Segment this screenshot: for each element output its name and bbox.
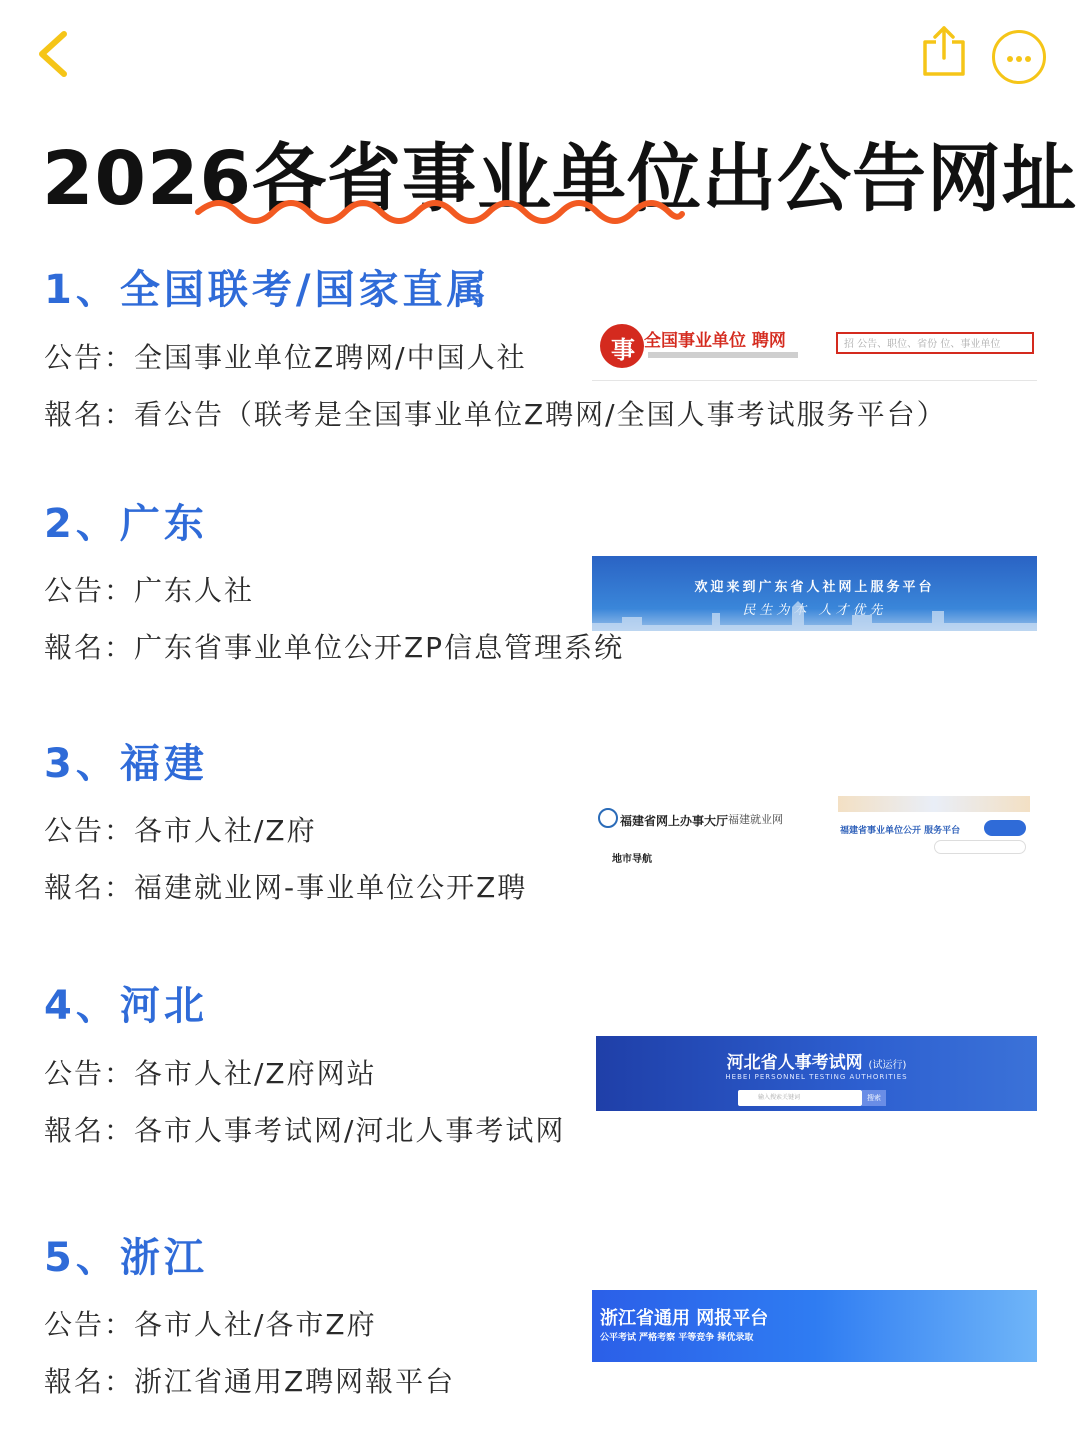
site-city-nav: 地市导航	[612, 854, 652, 865]
site-motto: 民生为本 人才优先	[742, 603, 887, 618]
screenshot-national-recruitment-site	[592, 316, 1037, 381]
share-icon[interactable]	[918, 24, 972, 80]
top-bar	[0, 0, 1080, 110]
site-brand-subtitle	[648, 352, 798, 358]
login-pill	[984, 820, 1026, 836]
site-hall-title: 福建省网上办事大厅	[620, 814, 729, 828]
site-jy-label: 福建就业网	[728, 813, 783, 826]
section-heading-hebei: 4、河北	[44, 983, 208, 1029]
register-line-fujian: 報名：福建就业网-事业单位公开Z聘	[44, 871, 528, 904]
site-welcome-text: 欢迎来到广东省人社网上服务平台	[694, 580, 935, 595]
register-line-national: 報名：看公告（联考是全国事业单位Z聘网/全国人事考试服务平台）	[44, 398, 947, 431]
site-title: 河北省人事考试网 (试运行)	[726, 1053, 907, 1073]
platform-title: 浙江省通用 网报平台	[600, 1308, 769, 1329]
notice-line-hebei: 公告：各市人社/Z府网站	[44, 1057, 377, 1090]
chevron-left-icon[interactable]	[30, 28, 80, 80]
register-line-zhejiang: 報名：浙江省通用Z聘网報平台	[44, 1365, 456, 1398]
notice-line-zhejiang: 公告：各市人社/各市Z府	[44, 1308, 377, 1341]
screenshot-zhejiang-registration-platform	[592, 1290, 1037, 1362]
site-brand: 全国事业单位 聘网	[644, 331, 786, 351]
screenshot-fujian-service-hall	[592, 800, 797, 870]
section-heading-guangdong: 2、广东	[44, 501, 208, 547]
notice-line-national: 公告：全国事业单位Z聘网/中国人社	[44, 341, 527, 374]
blurred-banner	[838, 796, 1030, 812]
emblem-icon	[598, 808, 618, 828]
register-line-hebei: 報名：各市人事考试网/河北人事考试网	[44, 1114, 566, 1147]
site-logo-icon: 事	[600, 324, 644, 368]
platform-name: 福建省事业单位公开 服务平台	[840, 826, 961, 836]
platform-slogan: 公平考试 严格考察 平等竞争 择优录取	[600, 1333, 754, 1343]
site-search-input: 输入搜索关键词	[738, 1090, 862, 1106]
more-icon[interactable]	[992, 30, 1046, 84]
register-line-guangdong: 報名：广东省事业单位公开ZP信息管理系统	[44, 631, 625, 664]
title-underline-squiggle	[195, 196, 685, 226]
skyline-illustration	[592, 601, 1037, 631]
site-english-title: HEBEI PERSONNEL TESTING AUTHORITIES	[725, 1073, 908, 1081]
page-title: 2026各省事业单位出公告网址	[42, 136, 1077, 222]
section-heading-national: 1、全国联考/国家直属	[44, 267, 491, 313]
screenshot-fujian-recruitment-platform	[838, 796, 1030, 858]
section-heading-zhejiang: 5、浙江	[44, 1235, 208, 1281]
site-search-box: 招 公告、职位、省份 位、事业单位	[836, 332, 1034, 354]
platform-search	[934, 840, 1026, 854]
notice-line-fujian: 公告：各市人社/Z府	[44, 814, 317, 847]
section-heading-fujian: 3、福建	[44, 741, 208, 787]
notice-line-guangdong: 公告：广东人社	[44, 574, 255, 607]
screenshot-hebei-exam-site	[596, 1036, 1037, 1111]
screenshot-guangdong-hrss-site	[592, 556, 1037, 631]
site-search-button: 搜索	[862, 1090, 886, 1106]
